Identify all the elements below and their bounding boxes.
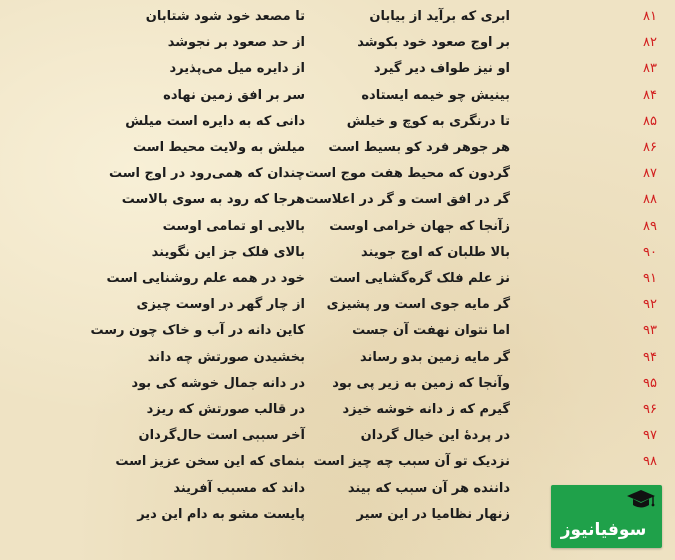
second-hemistich: تا مصعد خود شود شتابان <box>145 9 305 24</box>
verse-row <box>0 318 675 344</box>
verse-number: ۸۸ <box>643 192 657 208</box>
second-hemistich: خود در همه علم روشنایی است <box>106 271 305 286</box>
second-hemistich: چندان که همی‌رود در اوج است <box>109 166 305 182</box>
verse-row <box>0 371 675 397</box>
second-hemistich: هرجا که رود به سوی بالاست <box>121 192 305 208</box>
second-hemistich: میلش به ولایت محیط است <box>133 140 305 155</box>
second-hemistich: بالایی او تمامی اوست <box>162 218 305 234</box>
verse-number: ۸۳ <box>643 61 657 77</box>
sofianews-logo[interactable] <box>551 485 662 548</box>
verse-row <box>0 423 675 449</box>
verse-number: ۸۲ <box>643 35 657 51</box>
first-hemistich: نز علم فلک گره‌گشایی است <box>329 271 510 286</box>
verse-row <box>0 214 675 240</box>
second-hemistich: بالای فلک جز این نگویند <box>151 244 305 260</box>
first-hemistich: بینیش چو خیمه ایستاده <box>361 87 510 103</box>
verse-number: ۹۰ <box>643 244 657 260</box>
second-hemistich: آخر سببی است حال‌گردان <box>138 428 305 444</box>
verse-number: ۹۷ <box>643 428 657 444</box>
verse-row <box>0 4 675 30</box>
verse-number: ۹۴ <box>643 349 657 365</box>
verse-row <box>0 135 675 161</box>
logo-text: سوفیانیوز <box>560 520 647 540</box>
first-hemistich: او نیز طواف دیر گیرد <box>373 61 510 77</box>
second-hemistich: در قالب صورتش که ریزد <box>146 402 305 417</box>
verse-row <box>0 83 675 109</box>
first-hemistich: گر مایه جوی است ور پشیزی <box>326 297 510 313</box>
verse-number: ۹۲ <box>643 297 657 313</box>
verse-row <box>0 30 675 56</box>
verse-row <box>0 56 675 82</box>
first-hemistich: گر در افق است و گر در اعلاست <box>305 192 510 208</box>
second-hemistich: سر بر افق زمین نهاده <box>163 87 305 103</box>
verse-number: ۹۱ <box>643 271 657 286</box>
verse-row <box>0 397 675 423</box>
first-hemistich: وآنجا که زمین به زیر پی بود <box>332 375 510 391</box>
verse-row <box>0 292 675 318</box>
second-hemistich: کاین دانه در آب و خاک چون رست <box>90 323 305 339</box>
second-hemistich: از حد صعود بر نجوشد <box>167 35 305 51</box>
second-hemistich: دانی که به دایره است میلش <box>125 113 305 129</box>
first-hemistich: زآنجا که جهان خرامی اوست <box>329 218 510 234</box>
verse-number: ۸۹ <box>643 218 657 234</box>
verse-number: ۸۱ <box>643 9 657 24</box>
first-hemistich: در پردهٔ این خیال گردان <box>360 428 510 444</box>
first-hemistich: گردون که محیط هفت موج است <box>305 166 510 182</box>
first-hemistich: هر جوهر فرد کو بسیط است <box>328 140 510 155</box>
second-hemistich: بخشیدن صورتش چه داند <box>147 349 305 365</box>
second-hemistich: بنمای که این سخن عزیز است <box>115 454 305 470</box>
second-hemistich: از دایره میل می‌پذیرد <box>169 61 305 77</box>
second-hemistich: از چار گهر در اوست چیزی <box>136 297 305 313</box>
verse-row <box>0 345 675 371</box>
first-hemistich: نزدیک تو آن سبب چه چیز است <box>313 454 510 470</box>
graduation-cap-icon <box>626 489 656 511</box>
verse-number: ۸۴ <box>643 87 657 103</box>
verse-row <box>0 161 675 187</box>
verse-number: ۹۵ <box>643 375 657 391</box>
first-hemistich: بالا طلبان که اوج جویند <box>361 244 510 260</box>
verse-number: ۸۶ <box>643 140 657 155</box>
verse-row <box>0 187 675 213</box>
first-hemistich: زنهار نظامیا در این سیر <box>356 506 510 522</box>
first-hemistich: بر اوج صعود خود بکوشد <box>357 35 510 51</box>
first-hemistich: اما نتوان نهفت آن جست <box>352 323 510 339</box>
second-hemistich: پایست مشو به دام این دیر <box>137 506 305 522</box>
first-hemistich: تا درنگری به کوچ و خیلش <box>346 113 510 129</box>
verse-number: ۸۵ <box>643 113 657 129</box>
verse-number: ۹۶ <box>643 402 657 417</box>
verse-row <box>0 109 675 135</box>
first-hemistich: داننده هر آن سبب که بیند <box>347 480 510 496</box>
verse-number: ۸۷ <box>643 166 657 182</box>
verse-row <box>0 266 675 292</box>
verse-row <box>0 240 675 266</box>
verse-number: ۹۸ <box>643 454 657 470</box>
verse-number: ۹۳ <box>643 323 657 339</box>
first-hemistich: گر مایه زمین بدو رساند <box>360 349 510 365</box>
second-hemistich: در دانه جمال خوشه کی بود <box>131 375 305 391</box>
verse-row <box>0 449 675 475</box>
first-hemistich: ابری که برآید از بیابان <box>369 9 510 24</box>
second-hemistich: داند که مسبب آفریند <box>173 480 305 496</box>
first-hemistich: گیرم که ز دانه خوشه خیزد <box>342 402 510 417</box>
